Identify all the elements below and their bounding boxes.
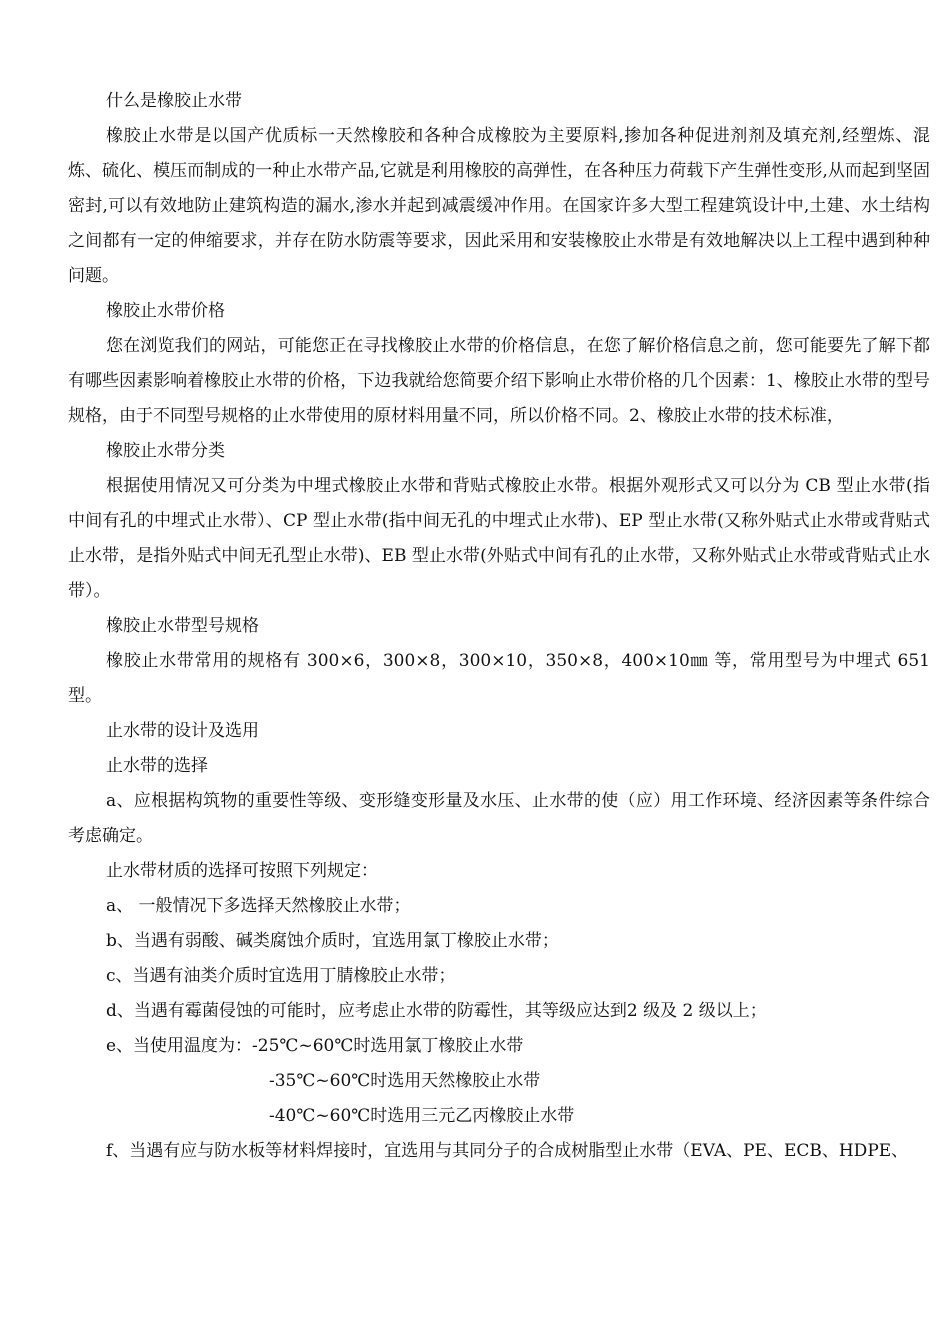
heading-spec: 橡胶止水带型号规格: [106, 616, 259, 636]
list-item-a: a、 一般情况下多选择天然橡胶止水带；: [106, 896, 411, 916]
list-item-c: c、当遇有油类介质时宜选用丁腈橡胶止水带；: [106, 966, 456, 986]
heading-selection: 止水带的选择: [106, 756, 208, 776]
heading-what-is: 什么是橡胶止水带: [106, 91, 242, 111]
list-item-f: f、当遇有应与防水板等材料焊接时，宜选用与其同分子的合成树脂型止水带（EVA、PE、ECB、HDPE、: [106, 1141, 909, 1161]
heading-price: 橡胶止水带价格: [106, 301, 225, 321]
paragraph-intro: 橡胶止水带是以国产优质标一天然橡胶和各种合成橡胶为主要原料,掺加各种促进剂剂及填充剂,经塑炼、混炼、硫化、模压而制成的一种止水带产品,它就是利用橡胶的高弹性，在各种压力荷载下产生弹性变形,从而起到坚固密封,可以有效地防止建筑构造的漏水,渗水并起到减震缓冲作用。在国家许多大型工程建筑设计中,土建、水土结构之间都有一定的伸缩要求，并存在防水防震等要求，因此采用和安装橡胶止水带是有效地解决以上工程中遇到种种问题。: [68, 126, 930, 286]
list-item-d: d、当遇有霉菌侵蚀的可能时，应考虑止水带的防霉性，其等级应达到2 级及 2 级以上；: [106, 1001, 767, 1021]
list-item-e: e、当使用温度为：-25℃~60℃时选用氯丁橡胶止水带: [106, 1036, 524, 1056]
list-item-e-temp-3: -40℃~60℃时选用三元乙丙橡胶止水带: [269, 1106, 575, 1126]
document-body: [68, 84, 930, 1169]
list-item-e-temp-2: -35℃~60℃时选用天然橡胶止水带: [269, 1071, 541, 1091]
heading-category: 橡胶止水带分类: [106, 441, 225, 461]
paragraph-category: 根据使用情况又可分类为中埋式橡胶止水带和背贴式橡胶止水带。根据外观形式又可以分为 CB 型止水带(指中间有孔的中埋式止水带）、CP 型止水带(指中间无孔的中埋式止水带)、EP 型止水带(又称外贴式止水带或背贴式止水带，是指外贴式中间无孔型止水带)、EB 型止水带(外贴式中间有孔的止水带，又称外贴式止水带或背贴式止水带）。: [68, 476, 930, 601]
paragraph-selection-a: a、应根据构筑物的重要性等级、变形缝变形量及水压、止水带的使（应）用工作环境、经济因素等条件综合考虑确定。: [68, 791, 930, 846]
paragraph-material-rules: 止水带材质的选择可按照下列规定：: [106, 861, 378, 881]
paragraph-price: 您在浏览我们的网站，可能您正在寻找橡胶止水带的价格信息，在您了解价格信息之前，您可能要先了解下都有哪些因素影响着橡胶止水带的价格，下边我就给您简要介绍下影响止水带价格的几个因素：1、橡胶止水带的型号规格，由于不同型号规格的止水带使用的原材料用量不同，所以价格不同。2、橡胶止水带的技术标准，: [68, 336, 930, 426]
paragraph-spec: 橡胶止水带常用的规格有 300×6，300×8，300×10，350×8，400×10㎜ 等，常用型号为中埋式 651 型。: [68, 651, 930, 706]
heading-design: 止水带的设计及选用: [106, 721, 259, 741]
list-item-b: b、当遇有弱酸、碱类腐蚀介质时，宜选用氯丁橡胶止水带；: [106, 931, 559, 951]
